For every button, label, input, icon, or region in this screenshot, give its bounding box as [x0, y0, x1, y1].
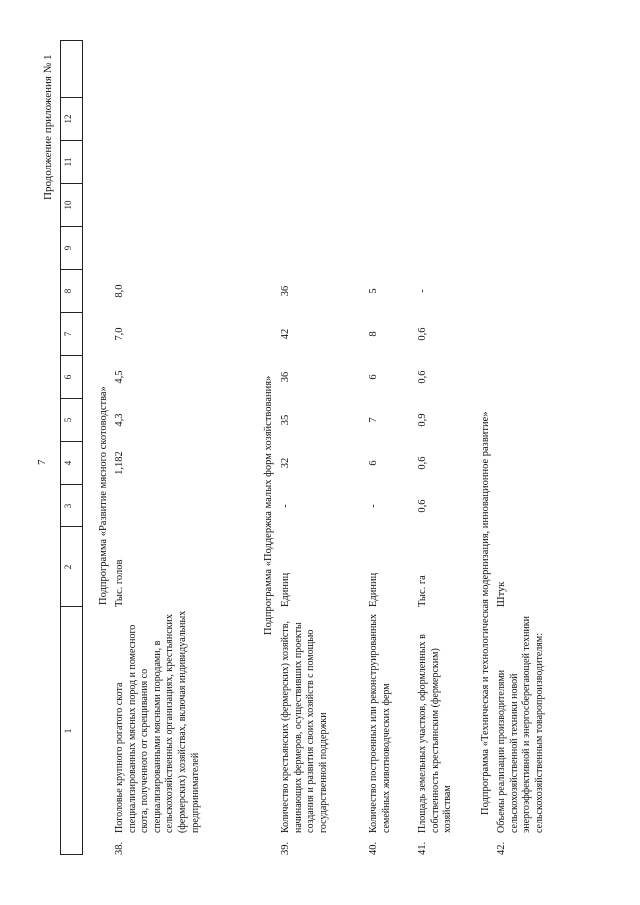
header-col-4: 4 [63, 460, 73, 466]
row-42-description: Объемы реализации производителями сельскохозяйственной техники новой энергоэффективной и энергосберегающей техники сельскохозяйственным товаропроизводителям: [496, 615, 545, 833]
header-col-2: 2 [63, 564, 73, 570]
col-separator [60, 312, 82, 313]
row-39-col-8: 36 [280, 285, 291, 297]
col-separator [60, 398, 82, 399]
col-separator [60, 441, 82, 442]
row-38-col-7: 7,0 [114, 327, 125, 341]
row-41-number: 41. [417, 841, 428, 855]
row-38-unit: Тыс. голов [114, 559, 125, 607]
header-col-8: 8 [63, 288, 73, 294]
row-40-number: 40. [368, 841, 379, 855]
row-42-number: 42. [496, 841, 507, 855]
col-separator [60, 854, 82, 855]
header-col-5: 5 [63, 417, 73, 423]
row-40-col-5: 7 [368, 417, 379, 423]
row-40-col-7: 8 [368, 331, 379, 337]
row-38-col-5: 4,3 [114, 413, 125, 427]
header-col-6: 6 [63, 374, 73, 380]
header-col-10: 10 [63, 200, 73, 210]
row-39-number: 39. [280, 841, 291, 855]
row-38-number: 38. [114, 841, 125, 855]
row-40-unit: Единиц [368, 572, 379, 607]
row-41-col-8: - [417, 289, 428, 293]
row-39-col-3: - [280, 504, 291, 508]
row-38-col-8: 8,0 [114, 284, 125, 298]
subprogram-meat-title: Подпрограмма «Развитие мясного скотоводства» [98, 386, 109, 605]
row-40-col-3: - [368, 504, 379, 508]
row-41-col-5: 0,9 [417, 413, 428, 427]
page-number: 7 [36, 459, 48, 465]
table-header-rule [82, 40, 83, 855]
col-separator [60, 140, 82, 141]
row-41-unit: Тыс. га [417, 575, 428, 607]
col-separator [60, 484, 82, 485]
col-separator [60, 606, 82, 607]
continuation-note: Продолжение приложения № 1 [42, 54, 54, 200]
row-38-col-6: 4,5 [114, 370, 125, 384]
row-39-col-5: 35 [280, 414, 291, 426]
col-separator [60, 269, 82, 270]
header-col-7: 7 [63, 331, 73, 337]
header-col-3: 3 [63, 503, 73, 509]
row-40-col-4: 6 [368, 460, 379, 466]
row-42-unit: Штук [496, 581, 507, 607]
row-39-unit: Единиц [280, 572, 291, 607]
col-separator [60, 40, 82, 41]
header-col-1: 1 [63, 728, 73, 734]
row-40-col-6: 6 [368, 374, 379, 380]
row-39-description: Количество крестьянских (фермерских) хозяйств, начинающих фермеров, осуществивших проекты создания и развития своих хозяйств с помощью государственной поддержки [280, 621, 329, 833]
header-col-11: 11 [63, 157, 73, 167]
row-41-col-6: 0,6 [417, 370, 428, 384]
col-separator [60, 355, 82, 356]
row-40-description: Количество построенных или реконструированных семейных животноводческих ферм [368, 613, 392, 833]
row-41-description: Площадь земельных участков, оформленных в собственность крестьянским (фермерским) хозяйствам [417, 634, 454, 833]
row-39-col-7: 42 [280, 328, 291, 340]
header-col-12: 12 [63, 114, 73, 124]
subprogram-small-title: Подпрограмма «Поддержка малых форм хозяйствования» [263, 375, 274, 635]
row-39-col-4: 32 [280, 457, 291, 469]
col-separator [60, 226, 82, 227]
row-41-col-3: 0,6 [417, 499, 428, 513]
table-top-rule [60, 40, 61, 855]
row-41-col-4: 0,6 [417, 456, 428, 470]
col-separator [60, 526, 82, 527]
subprogram-tech-title: Подпрограмма «Техническая и технологическая модернизация, инновационное развитие» [480, 411, 491, 815]
row-39-col-6: 36 [280, 371, 291, 383]
col-separator [60, 97, 82, 98]
header-col-9: 9 [63, 245, 73, 251]
row-40-col-8: 5 [368, 288, 379, 294]
row-38-description: Поголовье крупного рогатого скота специализированных мясных пород и помесного скота, полученного от скрещивания со специализированными мясными породами, в сельскохозяйственных организациях, крестьянских (фермерских) хозяйствах, включая индивидуальных предпринимателей [114, 610, 201, 833]
row-41-col-7: 0,6 [417, 327, 428, 341]
row-38-col-4: 1,182 [114, 451, 125, 475]
col-separator [60, 183, 82, 184]
